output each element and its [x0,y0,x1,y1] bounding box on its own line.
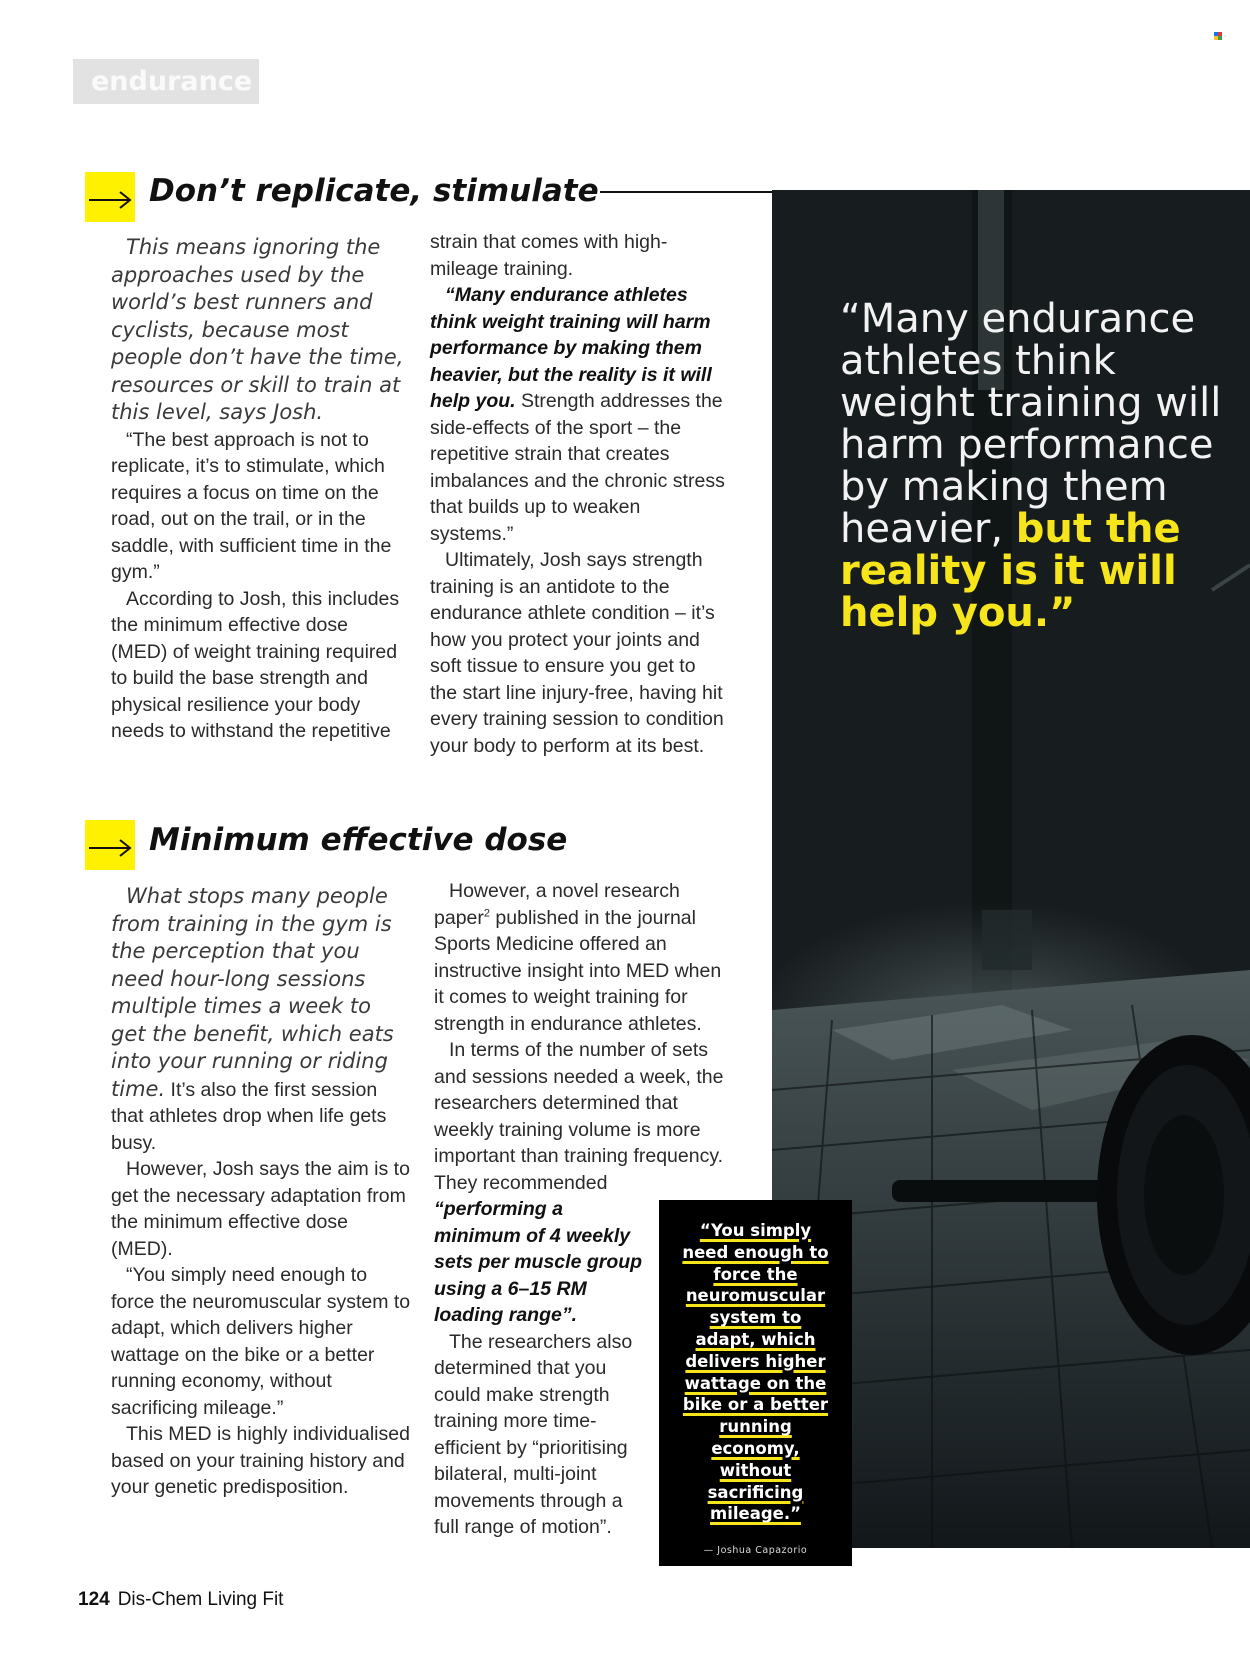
body-paragraph [430,282,728,547]
body-text: However, a novel research paper [434,880,680,929]
body-paragraph: “You simply need enough to force the neuromuscular system to adapt, which delivers higher wattage on the bike or a better running economy, without sacrificing mileage.” [111,1264,411,1419]
body-paragraph: The researchers also determined that you could make strength training more time-efficient by “prioritising bilateral, multi-joint movements through a full range of motion”. [434,1330,633,1538]
pull-quote-text: “Many endurance athletes think weight training will harm performance by making them heavier, [840,296,1222,552]
section-2-column-1 [111,883,411,1501]
body-paragraph: strain that comes with high-mileage training. [430,231,668,280]
bold-quote: “performing a minimum of 4 weekly sets per muscle group using a 6–15 RM loading range”. [434,1198,643,1326]
right-arrow-icon [85,172,135,222]
body-text: published in the journal Sports Medicine offered an instructive insight into MED when it comes to weight training for strength in endurance athletes. [434,906,722,1035]
section-arrow-marker [85,172,135,222]
page-number: 124 [78,1589,110,1610]
boxed-quote-text: “You simply need enough to force the neuromuscular system to adapt, which delivers higher wattage on the bike or a better running economy, without sacrificing mileage.” [682,1221,829,1524]
body-paragraph: “The best approach is not to replicate, it’s to stimulate, which requires a focus on time on the road, out on the trail, or in the saddle, with sufficient time in the gym.” [111,428,392,583]
pull-quote-highlight: but the reality is it will help you.” [840,506,1181,636]
lead-paragraph [111,883,411,1156]
lead-paragraph: This means ignoring the approaches used by the world’s best runners and cyclists, because most people don’t have the time, resources or skill to train at this level, says Josh. [111,235,404,424]
footnote-ref: 2 [483,907,490,919]
boxed-quote [659,1200,852,1566]
section-tag: endurance [73,59,259,104]
section-arrow-marker [85,820,135,870]
right-arrow-icon [85,820,135,870]
page-footer [78,1589,283,1611]
section-heading: Don’t replicate, stimulate [149,173,599,209]
heading-rule [600,191,772,193]
quote-attribution: — Joshua Capazorio [703,1545,808,1556]
body-paragraph: However, Josh says the aim is to get the necessary adaptation from the minimum effective dose (MED). [111,1158,410,1260]
body-paragraph: Ultimately, Josh says strength training is an antidote to the endurance athlete condition – it’s how you protect your joints and soft tissue to ensure you get to the start line injury-free, having hit every training session to condition your body to perform at its best. [430,549,724,757]
section-1-column-1 [111,234,407,745]
publication-name: Dis-Chem Living Fit [117,1589,284,1610]
body-text: Strength addresses the side-effects of the sport – the repetitive strain that creates imbalances and the chronic stress that builds up to weaken systems.” [430,390,725,545]
body-paragraph: This MED is highly individualised based on your training history and your genetic predisposition. [111,1423,410,1498]
body-paragraph: In terms of the number of sets and sessions needed a week, the researchers determined that weekly training volume is more important than training frequency. They recommended [434,1039,724,1194]
body-paragraph: According to Josh, this includes the minimum effective dose (MED) of weight training required to build the base strength and physical resilience your body needs to withstand the repetitive [111,587,400,742]
section-1-column-2 [430,229,728,759]
corner-logo-mark [1214,32,1222,40]
pull-quote [840,298,1240,634]
body-paragraph [434,878,734,1037]
body-text: It’s also the first session that athletes drop when life gets busy. [111,1078,387,1154]
lead-text: What stops many people from training in the gym is the perception that you need hour-long sessions multiple times a week to get the benefit, which eats into your running or riding time. [111,884,394,1101]
bold-quote: “Many endurance athletes think weight training will harm performance by making them heavier, but the reality is it will help you. [430,284,712,412]
bold-recommendation [434,1196,644,1329]
section-heading: Minimum effective dose [149,822,568,858]
